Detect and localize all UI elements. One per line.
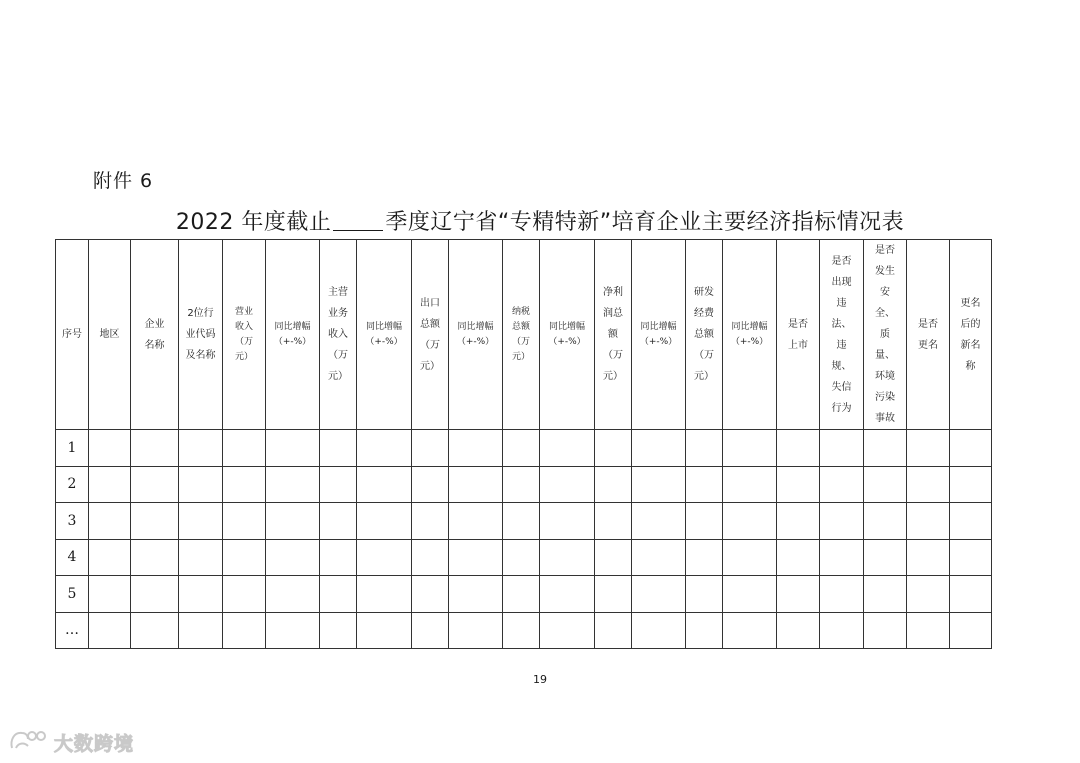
header-cell [777, 240, 820, 430]
header-label: 是否更名 [918, 318, 938, 351]
table-row [56, 430, 992, 467]
table-cell [266, 539, 320, 576]
document-title [0, 205, 1080, 236]
table-cell [864, 503, 907, 540]
tiger-logo-icon [8, 728, 50, 756]
header-cell [950, 240, 992, 430]
header-cell [179, 240, 223, 430]
indicators-table [55, 239, 992, 649]
table-cell [266, 612, 320, 649]
header-label: 地区 [99, 329, 120, 340]
table-cell [595, 612, 632, 649]
title-blank-line [333, 210, 383, 231]
table-cell [131, 430, 179, 467]
table-cell [412, 576, 449, 613]
table-cell [223, 612, 266, 649]
table-cell [89, 503, 131, 540]
table-cell [412, 612, 449, 649]
table-cell [723, 503, 777, 540]
header-cell [412, 240, 449, 430]
table-cell [820, 539, 864, 576]
row-index: 3 [56, 503, 89, 540]
table-header-row [56, 240, 992, 430]
table-cell [777, 612, 820, 649]
table-cell [595, 503, 632, 540]
table-cell [89, 466, 131, 503]
table-cell [595, 430, 632, 467]
title-suffix: 季度辽宁省“专精特新”培育企业主要经济指标情况表 [385, 210, 905, 235]
table-cell [723, 539, 777, 576]
header-cell [632, 240, 686, 430]
table-cell [864, 466, 907, 503]
header-label: 同比增幅（+-%） [365, 321, 403, 347]
header-cell [540, 240, 595, 430]
table-cell [723, 466, 777, 503]
table-row [56, 612, 992, 649]
header-label: 是否出现违法、违规、失信行为 [831, 255, 852, 414]
header-cell [89, 240, 131, 430]
table-cell [131, 539, 179, 576]
table-cell [89, 430, 131, 467]
header-cell [131, 240, 179, 430]
header-label: 更名后的新名称 [960, 297, 981, 372]
table-cell [950, 576, 992, 613]
table-cell [907, 576, 950, 613]
table-cell [820, 503, 864, 540]
table-cell [723, 430, 777, 467]
row-index: 2 [56, 466, 89, 503]
table-cell [864, 430, 907, 467]
table-cell [820, 430, 864, 467]
table-cell [320, 503, 357, 540]
table-row [56, 466, 992, 503]
table-cell [540, 466, 595, 503]
header-cell [820, 240, 864, 430]
table-cell [131, 503, 179, 540]
table-cell [449, 430, 503, 467]
table-cell [540, 430, 595, 467]
header-cell [723, 240, 777, 430]
table-cell [357, 612, 412, 649]
table-cell [864, 539, 907, 576]
header-label: 序号 [62, 329, 82, 340]
table-cell [686, 430, 723, 467]
table-cell [357, 539, 412, 576]
table-cell [357, 430, 412, 467]
header-cell [266, 240, 320, 430]
table-cell [266, 430, 320, 467]
table-cell [820, 466, 864, 503]
table-cell [820, 576, 864, 613]
header-cell [449, 240, 503, 430]
table-cell [907, 539, 950, 576]
table-cell [412, 430, 449, 467]
table-cell [950, 430, 992, 467]
header-label: 同比增幅（+-%） [548, 321, 586, 347]
table-cell [820, 612, 864, 649]
table-cell [412, 466, 449, 503]
table-cell [686, 503, 723, 540]
table-cell [223, 576, 266, 613]
header-label: 同比增幅（+-%） [273, 321, 312, 347]
row-index: 1 [56, 430, 89, 467]
table-cell [266, 503, 320, 540]
table-cell [179, 430, 223, 467]
table-cell [950, 466, 992, 503]
table-cell [179, 503, 223, 540]
watermark [8, 728, 134, 756]
table-cell [320, 430, 357, 467]
table-cell [179, 576, 223, 613]
header-label: 净利润总额（万元） [603, 287, 623, 382]
table-cell [595, 539, 632, 576]
table-cell [503, 466, 540, 503]
table-cell [595, 466, 632, 503]
table-cell [223, 539, 266, 576]
table-cell [179, 612, 223, 649]
header-cell [686, 240, 723, 430]
row-index: … [56, 612, 89, 649]
table-cell [223, 430, 266, 467]
table-cell [223, 466, 266, 503]
table-cell [907, 466, 950, 503]
header-cell [503, 240, 540, 430]
table-cell [320, 466, 357, 503]
header-cell [320, 240, 357, 430]
table-cell [950, 539, 992, 576]
table-cell [357, 466, 412, 503]
table-cell [131, 576, 179, 613]
header-label: 同比增幅（+-%） [639, 321, 678, 347]
table-cell [449, 612, 503, 649]
header-label: 研发经费总额（万元） [694, 287, 714, 382]
table-cell [412, 503, 449, 540]
table-row [56, 539, 992, 576]
table-cell [266, 576, 320, 613]
table-cell [950, 503, 992, 540]
table-cell [503, 539, 540, 576]
header-label: 纳税总额（万元） [511, 306, 530, 362]
table-cell [503, 430, 540, 467]
attachment-label: 附件 6 [93, 170, 154, 192]
header-label: 同比增幅（+-%） [730, 321, 769, 347]
table-cell [950, 612, 992, 649]
table-cell [723, 576, 777, 613]
table-cell [223, 503, 266, 540]
table-cell [632, 466, 686, 503]
table-cell [686, 612, 723, 649]
table-cell [131, 466, 179, 503]
header-cell [907, 240, 950, 430]
table-cell [864, 576, 907, 613]
table-cell [357, 503, 412, 540]
header-cell [223, 240, 266, 430]
table-cell [777, 503, 820, 540]
table-cell [632, 612, 686, 649]
table-cell [449, 466, 503, 503]
table-cell [89, 576, 131, 613]
table-cell [503, 576, 540, 613]
header-label: 主营业务收入（万元） [328, 287, 348, 382]
table-cell [449, 576, 503, 613]
row-index: 4 [56, 539, 89, 576]
table-cell [686, 466, 723, 503]
table-cell [89, 612, 131, 649]
header-cell [357, 240, 412, 430]
table-cell [686, 576, 723, 613]
table-cell [540, 539, 595, 576]
header-label: 是否发生安全、质量、环境污染事故 [875, 245, 895, 424]
table-cell [632, 503, 686, 540]
row-index: 5 [56, 576, 89, 613]
table-row [56, 576, 992, 613]
header-label: 是否上市 [788, 318, 808, 351]
table-cell [864, 612, 907, 649]
table-cell [632, 430, 686, 467]
table-cell [907, 503, 950, 540]
table-cell [266, 466, 320, 503]
table-cell [595, 576, 632, 613]
table-cell [777, 539, 820, 576]
header-label: 企业名称 [144, 318, 165, 351]
table-cell [320, 612, 357, 649]
table-cell [503, 503, 540, 540]
header-label: 出口总额（万元） [420, 297, 440, 372]
table-cell [632, 539, 686, 576]
table-cell [449, 539, 503, 576]
table-cell [686, 539, 723, 576]
table-cell [449, 503, 503, 540]
table-cell [777, 430, 820, 467]
table-cell [503, 612, 540, 649]
table-cell [89, 539, 131, 576]
table-cell [777, 466, 820, 503]
table-cell [320, 539, 357, 576]
table-cell [540, 612, 595, 649]
table-cell [632, 576, 686, 613]
table-cell [320, 576, 357, 613]
table-cell [777, 576, 820, 613]
header-cell [56, 240, 89, 430]
header-cell [595, 240, 632, 430]
header-label: 营业收入（万元） [234, 306, 253, 362]
table-cell [131, 612, 179, 649]
page-number: 19 [533, 673, 547, 686]
table-cell [412, 539, 449, 576]
header-label: 2位行业代码及名称 [185, 308, 216, 361]
header-label: 同比增幅（+-%） [456, 321, 495, 347]
table-row [56, 503, 992, 540]
table-cell [179, 466, 223, 503]
table-cell [357, 576, 412, 613]
table-cell [540, 503, 595, 540]
table-cell [907, 430, 950, 467]
table-cell [723, 612, 777, 649]
title-prefix: 2022 年度截止 [175, 210, 332, 235]
watermark-text: 大数跨境 [54, 732, 135, 755]
table-cell [179, 539, 223, 576]
table-cell [540, 576, 595, 613]
table-cell [907, 612, 950, 649]
header-cell [864, 240, 907, 430]
